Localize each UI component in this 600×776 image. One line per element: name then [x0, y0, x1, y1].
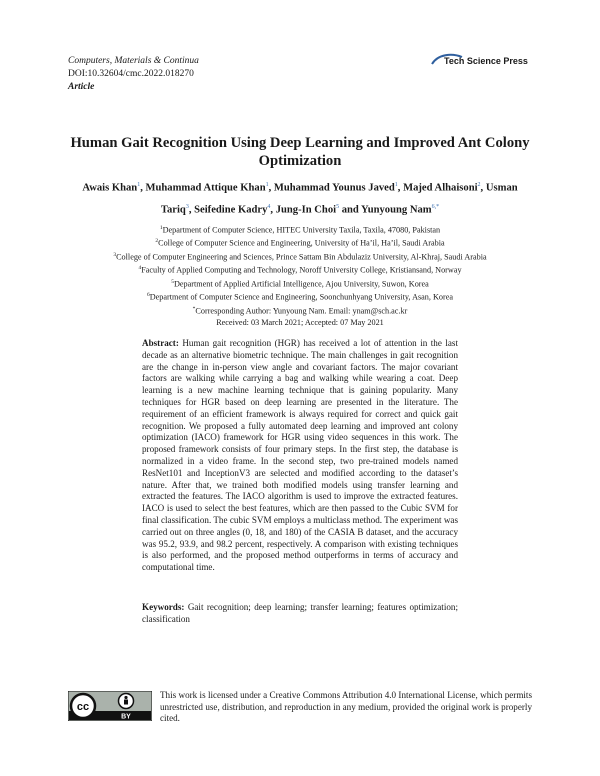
author-separator: ,: [397, 182, 404, 194]
author-name: Muhammad Attique Khan: [145, 182, 266, 194]
affiliation-marker: 6: [147, 292, 150, 299]
affiliation-line: [40, 263, 560, 276]
affiliation-line: [40, 250, 560, 263]
svg-text:cc: cc: [76, 701, 90, 713]
author-separator: ,: [268, 182, 274, 194]
author-separator: ,: [480, 182, 486, 194]
affiliations: [40, 223, 560, 329]
author-list: [80, 176, 520, 219]
author-name: Seifedine Kadry: [194, 204, 268, 216]
keywords-text: Gait recognition; deep learning; transfer learning; features optimization; classification: [142, 602, 458, 624]
publisher-name: Tech Science Press: [444, 56, 528, 66]
author-affiliation-marker[interactable]: 5: [336, 203, 340, 210]
author-name: Muhammad Younus Javed: [273, 182, 395, 194]
affiliation-text: College of Computer Science and Engineering, University of Ha’il, Ha’il, Saudi Arabia: [158, 239, 445, 249]
affiliation-marker: 5: [171, 278, 174, 285]
affiliation-text: Corresponding Author: Yunyoung Nam. Email: ynam@sch.ac.kr: [195, 306, 408, 316]
author-affiliation-marker[interactable]: 1: [265, 182, 269, 188]
keywords: [142, 602, 458, 626]
author-affiliation-marker[interactable]: 6,*: [431, 203, 440, 210]
abstract: [142, 338, 458, 574]
affiliation-marker: 2: [155, 238, 159, 245]
abstract-label: Abstract:: [142, 338, 179, 348]
author-affiliation-marker[interactable]: 2: [477, 182, 481, 188]
author-affiliation-marker[interactable]: 1: [137, 182, 141, 188]
author-separator: ,: [270, 204, 276, 216]
affiliation-marker: 1: [159, 225, 163, 231]
affiliation-marker: *: [192, 305, 196, 312]
affiliation-marker: 3: [113, 251, 117, 258]
affiliation-line: [40, 290, 560, 303]
affiliation-text: Faculty of Applied Computing and Technology, Noroff University College, Kristiansand, Norway: [141, 266, 462, 276]
author-affiliation-marker[interactable]: 3: [185, 203, 189, 210]
affiliation-marker: 4: [138, 265, 142, 272]
keywords-label: Keywords:: [142, 602, 185, 612]
publisher-logo: [430, 52, 534, 68]
journal-name: Computers, Materials & Continua: [68, 56, 199, 66]
author-separator: ,: [188, 204, 195, 216]
author-name: Awais Khan: [82, 182, 138, 194]
author-name: Yunyoung Nam: [361, 204, 432, 216]
affiliation-text: Department of Computer Science and Engineering, Soonchunhyang University, Asan, Korea: [149, 292, 453, 302]
affiliation-line: [40, 277, 560, 290]
author-name: Majed Alhaisoni: [403, 182, 478, 194]
author-separator: ,: [140, 182, 146, 194]
badge-label: BY: [121, 713, 131, 721]
author-separator: and: [339, 204, 362, 216]
abstract-text: Human gait recognition (HGR) has received a lot of attention in the last decade as an alternative biometric technique. The main challenges in gait recognition are the change in in-person view angle and covariant factors. The major covariant factors are walking while carrying a bag and walking while wearing a coat. Deep learning is a new machine learning technique that is gaining popularity. Many techniques for HGR based on deep learning are presented in the literature. The requirement of an efficient framework is always required for correct and quick gait recognition. We proposed a fully automated deep learning and improved ant colony optimization (IACO) framework for HGR using video sequences in this work. The proposed framework consists of four primary steps. In the first step, the database is normalized in a video frame. In the second step, two pre-trained models named ResNet101 and InceptionV3 are selected and modified according to the dataset’s nature. After that, we trained both modified models using transfer learning and extracted the features. The IACO algorithm is used to improve the extracted features. IACO is used to select the best features, which are then passed to the Cubic SVM for final classification. The cubic SVM employs a multiclass method. The experiment was carried out on three angles (0, 18, and 180) of the CASIA B dataset, and the accuracy was 95.2, 93.9, and 98.2 percent, respectively. A comparison with existing techniques is also performed, and the proposed method outperforms in terms of accuracy and computational time.: [142, 338, 458, 573]
paper-title: Human Gait Recognition Using Deep Learning and Improved Ant Colony Optimization: [70, 135, 530, 169]
license-text: This work is licensed under a Creative Commons Attribution 4.0 International License, which permits unrestricted use, distribution, and reproduction in any medium, provided the original work is properly cited.: [160, 690, 532, 724]
author-affiliation-marker[interactable]: 1: [394, 182, 398, 188]
affiliation-line: [40, 223, 560, 236]
doi: DOI:10.32604/cmc.2022.018270: [68, 69, 194, 79]
affiliation-text: Department of Applied Artificial Intelligence, Ajou University, Suwon, Korea: [173, 279, 429, 289]
author-name: Jung-In Choi: [275, 204, 337, 216]
cc-license-badge[interactable]: [68, 691, 152, 721]
dates: Received: 03 March 2021; Accepted: 07 May 2021: [216, 318, 384, 328]
affiliation-text: Department of Computer Science, HITEC University Taxila, Taxila, 47080, Pakistan: [162, 225, 441, 235]
affiliation-line: [40, 304, 560, 317]
author-affiliation-marker[interactable]: 4: [267, 203, 271, 210]
affiliation-line: [40, 236, 560, 249]
article-type: Article: [68, 82, 95, 92]
affiliation-text: College of Computer Engineering and Sciences, Prince Sattam Bin Abdulaziz University, Al-Khraj, Saudi Arabia: [116, 252, 487, 262]
author-name: Usman Tariq: [160, 182, 518, 216]
